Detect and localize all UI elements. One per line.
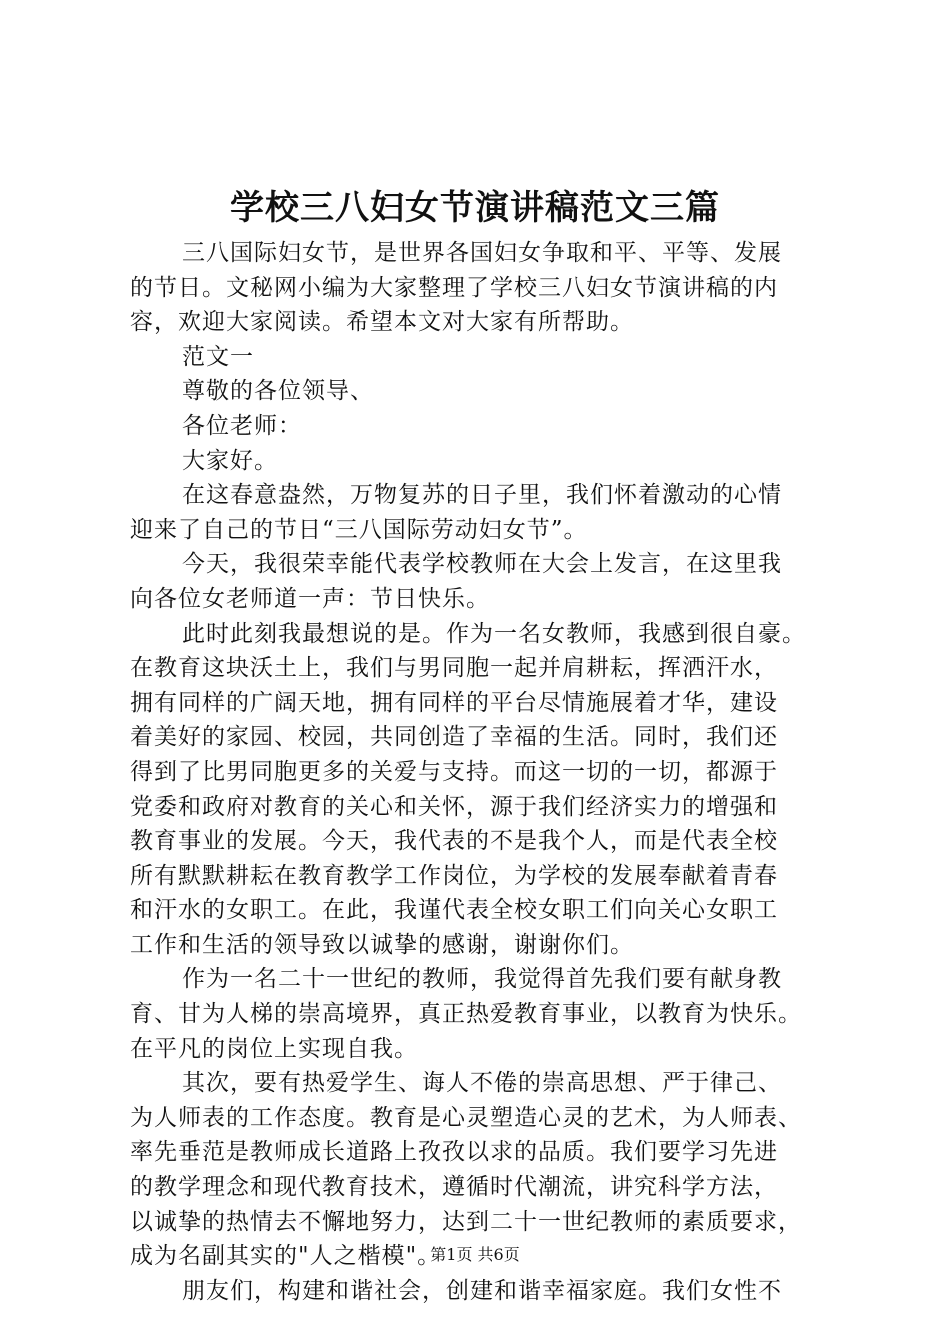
paragraph-line: 朋友们，构建和谐社会，创建和谐幸福家庭。我们女性不 <box>182 1277 782 1304</box>
paragraph-line: 率先垂范是教师成长道路上孜孜以求的品质。我们要学习先进 <box>130 1139 778 1166</box>
salutation-line: 各位老师： <box>182 412 302 439</box>
paragraph-line: 此时此刻我最想说的是。作为一名女教师，我感到很自豪。 <box>182 620 806 647</box>
page-number-footer: 第1页 共6页 <box>430 1245 520 1264</box>
paragraph-line: 迎来了自己的节日“三八国际劳动妇女节”。 <box>130 516 588 543</box>
document-body <box>130 236 870 1308</box>
paragraph-line: 在这春意盎然，万物复苏的日子里，我们怀着激动的心情 <box>182 482 782 509</box>
paragraph-line: 着美好的家园、校园，共同创造了幸福的生活。同时，我们还 <box>130 724 778 751</box>
greeting-line: 大家好。 <box>182 447 278 474</box>
paragraph-line: 容，欢迎大家阅读。希望本文对大家有所帮助。 <box>130 309 634 336</box>
paragraph-line: 教育事业的发展。今天，我代表的不是我个人，而是代表全校 <box>130 828 778 855</box>
paragraph-line: 得到了比男同胞更多的关爱与支持。而这一切的一切，都源于 <box>130 758 778 785</box>
paragraph-line: 以诚挚的热情去不懈地努力，达到二十一世纪教师的素质要求， <box>130 1208 802 1235</box>
paragraph-line: 在教育这块沃土上，我们与男同胞一起并肩耕耘，挥洒汗水， <box>130 655 778 682</box>
document-title: 学校三八妇女节演讲稿范文三篇 <box>230 188 720 228</box>
paragraph-line: 工作和生活的领导致以诚挚的感谢，谢谢你们。 <box>130 931 634 958</box>
paragraph-line: 的节日。文秘网小编为大家整理了学校三八妇女节演讲稿的内 <box>130 274 778 301</box>
paragraph-line: 拥有同样的广阔天地，拥有同样的平台尽情施展着才华，建设 <box>130 689 778 716</box>
paragraph-line: 的教学理念和现代教育技术，遵循时代潮流，讲究科学方法， <box>130 1174 778 1201</box>
paragraph-line: 和汗水的女职工。在此，我谨代表全校女职工们向关心女职工 <box>130 897 778 924</box>
salutation-line: 尊敬的各位领导、 <box>182 378 374 405</box>
paragraph-line: 党委和政府对教育的关心和关怀，源于我们经济实力的增强和 <box>130 793 778 820</box>
paragraph-line: 在平凡的岗位上实现自我。 <box>130 1035 418 1062</box>
paragraph-line: 向各位女老师道一声：节日快乐。 <box>130 585 490 612</box>
paragraph-line: 今天，我很荣幸能代表学校教师在大会上发言，在这里我 <box>182 551 782 578</box>
paragraph-line: 三八国际妇女节，是世界各国妇女争取和平、平等、发展 <box>182 240 782 266</box>
paragraph-line: 为人师表的工作态度。教育是心灵塑造心灵的艺术，为人师表、 <box>130 1104 802 1131</box>
paragraph-line: 其次，要有热爱学生、诲人不倦的崇高思想、严于律己、 <box>182 1070 782 1097</box>
section-heading: 范文一 <box>182 343 254 370</box>
paragraph-line: 作为一名二十一世纪的教师，我觉得首先我们要有献身教 <box>182 966 782 993</box>
paragraph-line: 所有默默耕耘在教育教学工作岗位，为学校的发展奉献着青春 <box>130 862 778 889</box>
paragraph-line: 成为名副其实的"人之楷模"。 <box>130 1243 442 1270</box>
paragraph-line: 育、甘为人梯的崇高境界，真正热爱教育事业，以教育为快乐。 <box>130 1001 802 1028</box>
